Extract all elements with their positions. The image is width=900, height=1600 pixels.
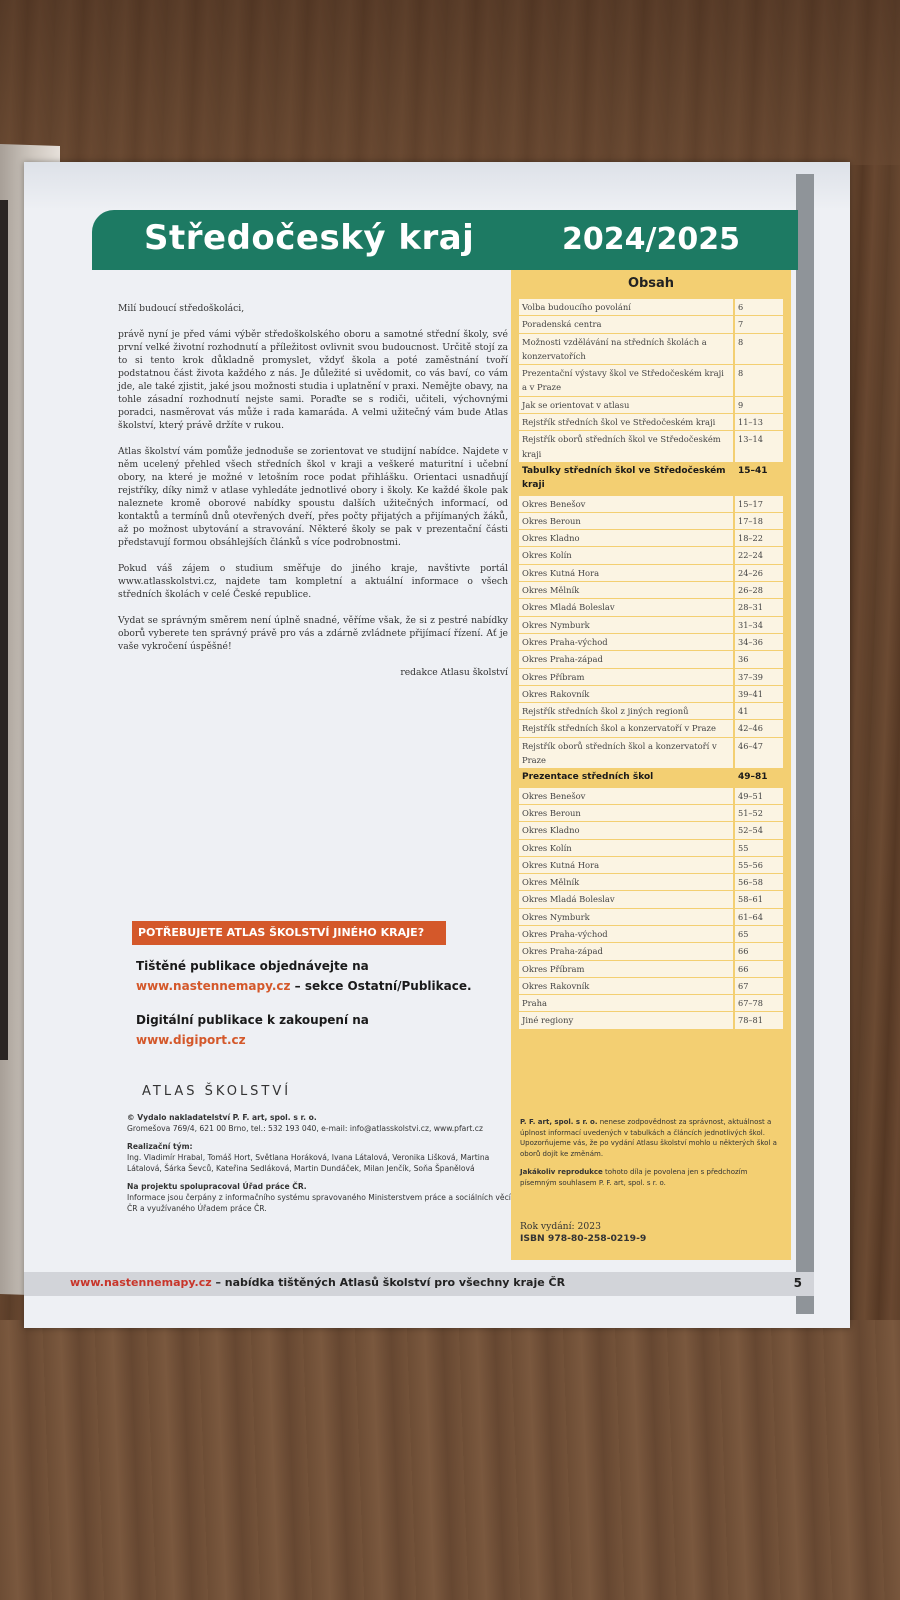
toc-section-row bbox=[519, 769, 783, 787]
toc-page: 78–81 bbox=[735, 1012, 783, 1028]
coop-heading: Na projektu spolupracoval Úřad práce ČR. bbox=[127, 1182, 307, 1191]
toc-page: 66 bbox=[735, 961, 783, 977]
toc-page: 15–17 bbox=[735, 496, 783, 512]
toc-page: 49–81 bbox=[735, 769, 783, 785]
toc-label: Volba budoucího povolání bbox=[519, 299, 735, 315]
toc-row bbox=[519, 599, 783, 616]
toc-page: 67 bbox=[735, 978, 783, 994]
disclaimer bbox=[520, 1117, 780, 1196]
toc-row bbox=[519, 513, 783, 530]
toc-row bbox=[519, 909, 783, 926]
toc-title: Obsah bbox=[627, 276, 675, 291]
toc-page: 55–56 bbox=[735, 857, 783, 873]
disclaimer-p2 bbox=[520, 1167, 780, 1188]
toc-row bbox=[519, 926, 783, 943]
digital-line bbox=[136, 1010, 516, 1030]
intro-paragraph-4: Vydat se správným směrem není úplně snadné, věříme však, že si z pestré nabídky oborů vyberete ten správný právě pro vás a zdárně zvládnete přijímací řízení. Ať je vaše vykročení úspěšné! bbox=[118, 615, 508, 652]
page-number: 5 bbox=[793, 1276, 802, 1290]
toc-row bbox=[519, 840, 783, 857]
footer-url[interactable]: www.nastennemapy.cz bbox=[70, 1276, 212, 1289]
toc-label: Prezentace středních škol bbox=[519, 769, 735, 785]
isbn: ISBN 978-80-258-0219-9 bbox=[520, 1233, 647, 1244]
intro-paragraph-1: právě nyní je před vámi výběr středoškolského oboru a samotné střední školy, své první velké životní rozhodnutí a příležitost ovlivnit svou budoucnost. Určitě stojí za to si tento krok důkladně promyslet, vždyť škola a poté zaměstnání tvoří podstatnou část života každého z nás. Je důležité si uvědomit, co vás baví, co vám jde, ale také zjistit, jaké jsou možnosti studia i uplatnění v praxi. Nemějte obavy, na tohle zásadní rozhodnutí nejste sami. Poraďte se s rodiči, učiteli, výchovnými poradci, nasměrovat vás může i rada kamaráda. A velmi užitečný vám bude Atlas školství, který právě držíte v rukou. bbox=[118, 329, 508, 431]
back-page-edge bbox=[0, 200, 8, 1060]
digital-line-1: Digitální publikace k zakoupení na bbox=[136, 1013, 369, 1027]
toc-label: Okres Mladá Boleslav bbox=[519, 891, 735, 907]
toc-page: 8 bbox=[735, 365, 783, 396]
toc-page: 42–46 bbox=[735, 720, 783, 736]
toc-page: 65 bbox=[735, 926, 783, 942]
toc-label: Okres Benešov bbox=[519, 788, 735, 804]
toc-row bbox=[519, 651, 783, 668]
toc-label: Okres Beroun bbox=[519, 513, 735, 529]
toc-row bbox=[519, 874, 783, 891]
toc-label: Rejstřík oborů středních škol a konzervatoří v Praze bbox=[519, 738, 735, 769]
brochure-page bbox=[24, 162, 850, 1328]
toc-label: Okres Mělník bbox=[519, 582, 735, 598]
team-members: Ing. Vladimír Hrabal, Tomáš Hort, Světlana Horáková, Ivana Látalová, Veronika Lišková, Martina Látalová, Šárka Ševců, Kateřina Sedláková, Martin Dundáček, Milan Jenčík, Soňa Španělová bbox=[127, 1153, 490, 1173]
toc-label: Prezentační výstavy škol ve Středočeském kraji a v Praze bbox=[519, 365, 735, 396]
atlas-logo: ATLAS ŠKOLSTVÍ bbox=[142, 1084, 292, 1099]
print-line-1: Tištěné publikace objednávejte na bbox=[136, 959, 369, 973]
toc-page: 11–13 bbox=[735, 414, 783, 430]
toc-page: 58–61 bbox=[735, 891, 783, 907]
toc-label: Poradenská centra bbox=[519, 316, 735, 332]
promo-banner: POTŘEBUJETE ATLAS ŠKOLSTVÍ JINÉHO KRAJE? bbox=[132, 921, 446, 945]
toc-row bbox=[519, 365, 783, 397]
toc-page: 37–39 bbox=[735, 669, 783, 685]
toc-row bbox=[519, 316, 783, 333]
toc-page: 66 bbox=[735, 943, 783, 959]
print-line-2: – sekce Ostatní/Publikace. bbox=[290, 979, 472, 993]
greeting: Milí budoucí středoškoláci, bbox=[118, 303, 245, 314]
toc-row bbox=[519, 397, 783, 414]
toc-label: Okres Rakovník bbox=[519, 978, 735, 994]
toc-page: 49–51 bbox=[735, 788, 783, 804]
toc-page: 18–22 bbox=[735, 530, 783, 546]
toc-label: Okres Kutná Hora bbox=[519, 857, 735, 873]
toc-row bbox=[519, 530, 783, 547]
toc-row bbox=[519, 978, 783, 995]
toc-label: Okres Praha-východ bbox=[519, 634, 735, 650]
toc-row bbox=[519, 547, 783, 564]
toc-page: 7 bbox=[735, 316, 783, 332]
toc-label: Okres Praha-západ bbox=[519, 651, 735, 667]
school-year: 2024/2025 bbox=[562, 222, 740, 257]
toc-panel bbox=[511, 270, 791, 1260]
toc-page: 9 bbox=[735, 397, 783, 413]
imprint bbox=[127, 1112, 517, 1221]
disclaimer-p1-bold: P. F. art, spol. s r. o. bbox=[520, 1118, 598, 1126]
digital-url-line bbox=[136, 1030, 516, 1050]
page-footer bbox=[24, 1272, 814, 1296]
toc-row bbox=[519, 299, 783, 316]
signature: redakce Atlasu školství bbox=[400, 667, 508, 678]
intro-text bbox=[118, 302, 508, 692]
print-url-line bbox=[136, 976, 516, 996]
edition-year: Rok vydání: 2023 bbox=[520, 1221, 601, 1232]
toc-label: Možnosti vzdělávání na středních školách a konzervatořích bbox=[519, 334, 735, 365]
toc-label: Okres Příbram bbox=[519, 961, 735, 977]
toc-label: Okres Kutná Hora bbox=[519, 565, 735, 581]
toc-label: Jak se orientovat v atlasu bbox=[519, 397, 735, 413]
promo-text bbox=[136, 956, 516, 1050]
page-edge-strip bbox=[793, 174, 814, 1314]
toc-row bbox=[519, 686, 783, 703]
footer-text: – nabídka tištěných Atlasů školství pro všechny kraje ČR bbox=[211, 1276, 566, 1289]
toc-page: 56–58 bbox=[735, 874, 783, 890]
toc-page: 46–47 bbox=[735, 738, 783, 769]
table-surface-bottom bbox=[0, 1320, 900, 1600]
toc-row bbox=[519, 720, 783, 737]
toc-page: 17–18 bbox=[735, 513, 783, 529]
toc-page: 8 bbox=[735, 334, 783, 365]
intro-paragraph-3: Pokud váš zájem o studium směřuje do jiného kraje, navštivte portál www.atlasskolstvi.cz, najdete tam kompletní a aktuální informace o všech středních školách v celé České republice. bbox=[118, 563, 508, 600]
disclaimer-p1-text: nenese zodpovědnost za správnost, aktuálnost a úplnost informací uvedených v tabulkách a článcích jednotlivých škol. Upozorňujeme vás, že po vydání Atlasu školství mohlo u některých škol a oborů dojít ke změnám. bbox=[520, 1118, 777, 1158]
toc-row bbox=[519, 738, 783, 770]
toc-label: Okres Kladno bbox=[519, 530, 735, 546]
disclaimer-p2-text: tohoto díla je povolena jen s předchozím písemným souhlasem P. F. art, spol. s r. o. bbox=[520, 1168, 748, 1187]
toc-row bbox=[519, 703, 783, 720]
disclaimer-p2-bold: Jakákoliv reprodukce bbox=[520, 1168, 603, 1176]
toc-label: Okres Beroun bbox=[519, 805, 735, 821]
toc-list bbox=[519, 299, 783, 1030]
page-shade bbox=[24, 162, 850, 210]
disclaimer-p1 bbox=[520, 1117, 780, 1159]
toc-label: Okres Rakovník bbox=[519, 686, 735, 702]
toc-page: 13–14 bbox=[735, 431, 783, 462]
toc-row bbox=[519, 788, 783, 805]
toc-page: 41 bbox=[735, 703, 783, 719]
toc-label: Rejstřík středních škol z jiných regionů bbox=[519, 703, 735, 719]
page-title: Středočeský kraj bbox=[144, 218, 475, 258]
toc-page: 52–54 bbox=[735, 822, 783, 838]
toc-page: 24–26 bbox=[735, 565, 783, 581]
team-heading: Realizační tým: bbox=[127, 1142, 193, 1151]
toc-page: 6 bbox=[735, 299, 783, 315]
toc-label: Okres Praha-východ bbox=[519, 926, 735, 942]
toc-label: Praha bbox=[519, 995, 735, 1011]
toc-row bbox=[519, 617, 783, 634]
toc-section-row bbox=[519, 463, 783, 496]
publisher-address: Gromešova 769/4, 621 00 Brno, tel.: 532 193 040, e-mail: info@atlasskolstvi.cz, www.pfart.cz bbox=[127, 1124, 483, 1133]
toc-label: Okres Kladno bbox=[519, 822, 735, 838]
toc-page: 28–31 bbox=[735, 599, 783, 615]
toc-label: Okres Nymburk bbox=[519, 909, 735, 925]
toc-row bbox=[519, 1012, 783, 1029]
toc-row bbox=[519, 431, 783, 463]
toc-label: Rejstřík středních škol a konzervatoří v Praze bbox=[519, 720, 735, 736]
coop-text: Informace jsou čerpány z informačního systému spravovaného Ministerstvem práce a sociálních věcí ČR a využívaného Úřadem práce ČR. bbox=[127, 1193, 511, 1213]
toc-label: Jiné regiony bbox=[519, 1012, 735, 1028]
toc-label: Okres Benešov bbox=[519, 496, 735, 512]
toc-page: 36 bbox=[735, 651, 783, 667]
table-surface-top bbox=[0, 0, 900, 165]
toc-row bbox=[519, 334, 783, 366]
toc-row bbox=[519, 414, 783, 431]
toc-label: Okres Příbram bbox=[519, 669, 735, 685]
toc-label: Okres Mladá Boleslav bbox=[519, 599, 735, 615]
toc-label: Okres Kolín bbox=[519, 840, 735, 856]
digital-url-link[interactable]: www.digiport.cz bbox=[136, 1033, 246, 1047]
toc-label: Okres Kolín bbox=[519, 547, 735, 563]
toc-row bbox=[519, 565, 783, 582]
header-bar bbox=[92, 210, 798, 270]
toc-page: 34–36 bbox=[735, 634, 783, 650]
toc-row bbox=[519, 891, 783, 908]
toc-label: Okres Mělník bbox=[519, 874, 735, 890]
toc-row bbox=[519, 669, 783, 686]
toc-row bbox=[519, 857, 783, 874]
print-url-link[interactable]: www.nastennemapy.cz bbox=[136, 979, 291, 993]
toc-page: 22–24 bbox=[735, 547, 783, 563]
toc-page: 61–64 bbox=[735, 909, 783, 925]
toc-row bbox=[519, 634, 783, 651]
toc-row bbox=[519, 805, 783, 822]
edition-info bbox=[520, 1221, 780, 1245]
toc-row bbox=[519, 582, 783, 599]
toc-label: Okres Praha-západ bbox=[519, 943, 735, 959]
toc-label: Tabulky středních škol ve Středočeském kraji bbox=[519, 463, 735, 494]
toc-row bbox=[519, 995, 783, 1012]
toc-row bbox=[519, 961, 783, 978]
toc-page: 39–41 bbox=[735, 686, 783, 702]
toc-page: 51–52 bbox=[735, 805, 783, 821]
toc-label: Okres Nymburk bbox=[519, 617, 735, 633]
toc-page: 31–34 bbox=[735, 617, 783, 633]
toc-page: 26–28 bbox=[735, 582, 783, 598]
toc-row bbox=[519, 496, 783, 513]
toc-row bbox=[519, 943, 783, 960]
intro-paragraph-2: Atlas školství vám pomůže jednoduše se zorientovat ve studijní nabídce. Najdete v něm ucelený přehled všech středních škol v kraji a veškeré maturitní i učební obory, na které je možné v letošním roce podat přihlášku. Orientaci usnadňují rejstříky, díky nimž v atlase vyhledáte jednotlivé obory i školy. Ke každé škole pak naleznete kromě oborové nabídky spoustu dalších užitečných informací, od kontaktů a termínů dnů otevřených dveří, přes počty přijatých a přijímaných žáků, až po možnost ubytování a stravování. Některé školy se pak v prezentační části představují formou obsáhlejších článků s více podrobnostmi. bbox=[118, 446, 508, 548]
toc-label: Rejstřík oborů středních škol ve Středočeském kraji bbox=[519, 431, 735, 462]
toc-row bbox=[519, 822, 783, 839]
toc-page: 15–41 bbox=[735, 463, 783, 494]
print-line bbox=[136, 956, 516, 976]
toc-label: Rejstřík středních škol ve Středočeském kraji bbox=[519, 414, 735, 430]
toc-page: 55 bbox=[735, 840, 783, 856]
toc-page: 67–78 bbox=[735, 995, 783, 1011]
publisher: © Vydalo nakladatelství P. F. art, spol. s r. o. bbox=[127, 1113, 317, 1122]
